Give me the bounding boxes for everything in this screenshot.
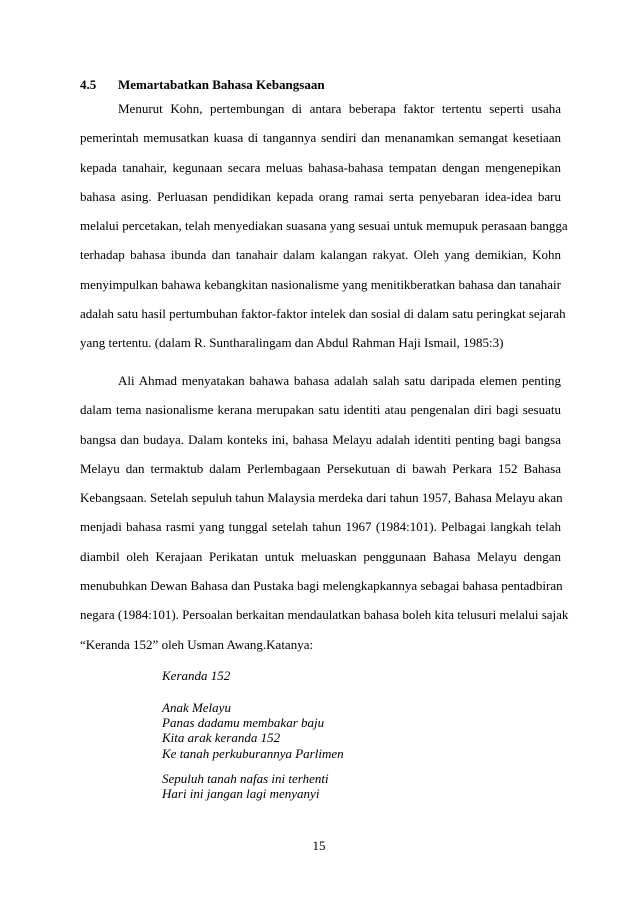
paragraph-line: negara (1984:101). Persoalan berkaitan mendaulatkan bahasa boleh kita telusuri melalui sajak [80,607,569,623]
poem-line: Panas dadamu membakar baju [162,715,325,731]
paragraph-line: dalam tema nasionalisme kerana merupakan satu identiti atau pengenalan diri bagi sesuatu [80,402,561,418]
section-number: 4.5 [80,77,97,92]
paragraph-line: yang tertentu. (dalam R. Suntharalingam dan Abdul Rahman Haji Ismail, 1985:3) [80,335,504,351]
paragraph-line: Melayu dan termaktub dalam Perlembagaan Persekutuan di bawah Perkara 152 Bahasa [80,460,561,476]
paragraph-line: Kebangsaan. Setelah sepuluh tahun Malaysia merdeka dari tahun 1957, Bahasa Melayu akan [80,490,563,506]
paragraph-line: bangsa dan budaya. Dalam konteks ini, bahasa Melayu adalah identiti penting bagi bangsa [80,431,561,447]
paragraph-line: diambil oleh Kerajaan Perikatan untuk meluaskan penggunaan Bahasa Melayu dengan [80,548,561,564]
paragraph-line: bahasa asing. Perluasan pendidikan kepada orang ramai serta penyebaran idea-idea baru [80,188,561,204]
paragraph-line: adalah satu hasil pertumbuhan faktor-faktor intelek dan sosial di dalam satu peringkat sejarah [80,306,566,322]
poem-title: Keranda 152 [162,668,231,683]
paragraph-line: pemerintah memusatkan kuasa di tangannya sendiri dan menanamkan semangat kesetiaan [80,130,561,146]
poem-stanza [162,700,344,761]
poem-line: Kita arak keranda 152 [162,730,281,746]
poem-line: Sepuluh tanah nafas ini terhenti [162,771,329,786]
paragraph-line: melalui percetakan, telah menyediakan suasana yang sesuai untuk memupuk perasaan bangga [80,218,568,234]
paragraph-line: “Keranda 152” oleh Usman Awang.Katanya: [80,636,314,652]
paragraph-kohn [80,94,568,358]
paragraph-line: menyimpulkan bahawa kebangkitan nasionalisme yang menitikberatkan bahasa dan tanahair [80,276,561,292]
paragraph-line: kepada tanahair, kegunaan secara meluas bahasa-bahasa tempatan dengan mengenepikan [80,159,561,175]
section-title: Memartabatkan Bahasa Kebangsaan [118,77,325,92]
poem-stanza [162,771,329,801]
poem-line: Ke tanah perkuburannya Parlimen [162,745,344,761]
poem-line: Hari ini jangan lagi menyanyi [162,786,320,802]
section-heading [80,77,325,93]
poem-line: Anak Melayu [162,700,231,715]
paragraph-line: menjadi bahasa rasmi yang tunggal setelah tahun 1967 (1984:101). Pelbagai langkah telah [80,519,561,535]
paragraph-line: Menurut Kohn, pertembungan di antara beberapa faktor tertentu seperti usaha [118,101,561,116]
paragraph-line: terhadap bahasa ibunda dan tanahair dalam kalangan rakyat. Oleh yang demikian, Kohn [80,247,561,263]
paragraph-ali-ahmad [80,366,569,659]
paragraph-line: Ali Ahmad menyatakan bahawa bahasa adalah salah satu daripada elemen penting [118,373,561,388]
paragraph-line: menubuhkan Dewan Bahasa dan Pustaka bagi melengkapkannya sebagai bahasa pentadbiran [80,578,563,594]
page-number: 15 [312,838,326,853]
